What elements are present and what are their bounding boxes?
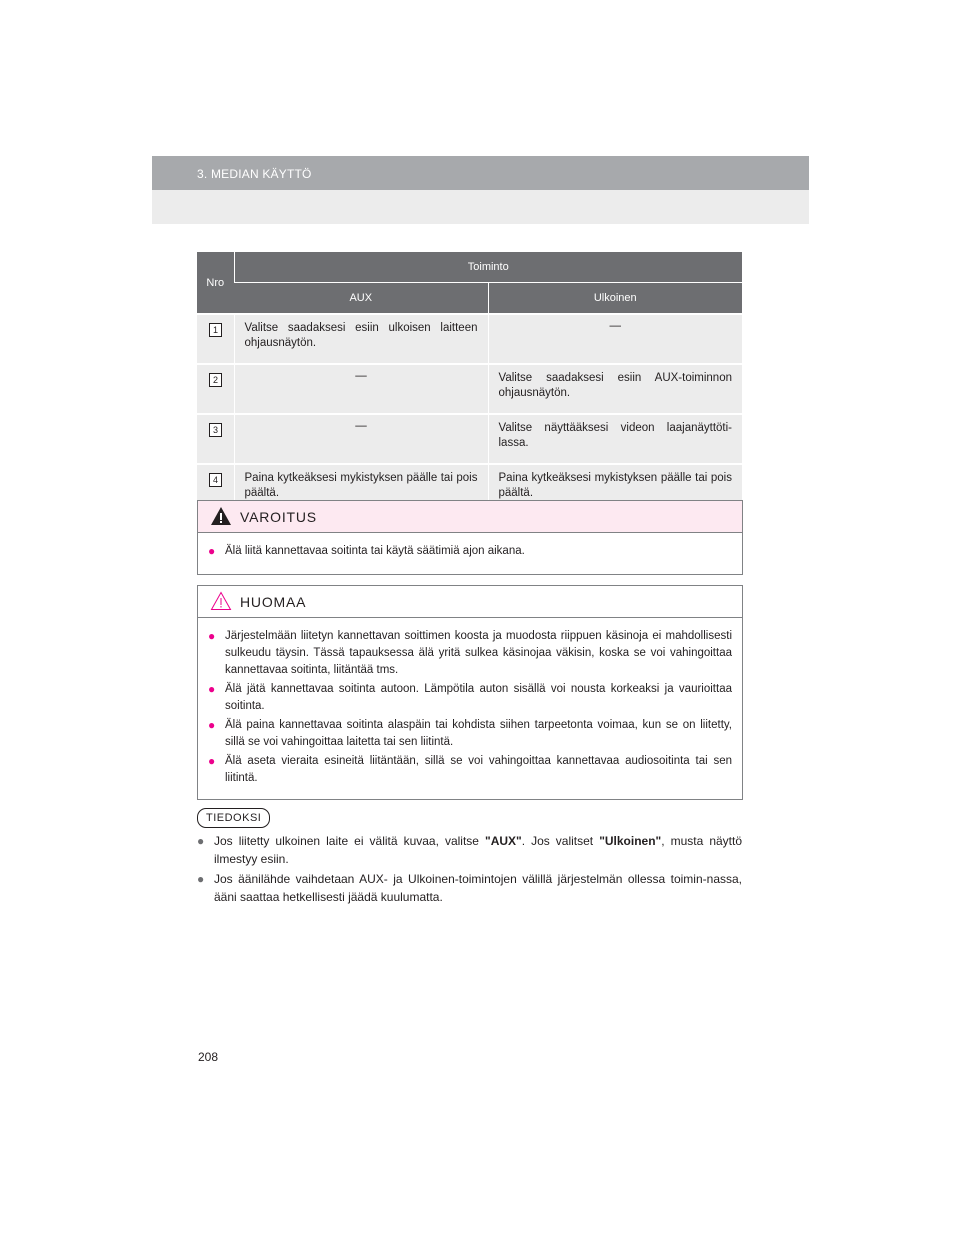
row-number: 2: [209, 373, 222, 387]
list-item: [208, 628, 732, 679]
cell-ulkoinen: Valitse näyttääksesi videon laajanäyttöti-lassa.: [488, 414, 742, 464]
col-header-toiminto: Toiminto: [234, 252, 742, 283]
col-header-aux: AUX: [234, 283, 488, 315]
list-item: [208, 543, 732, 560]
bullet-icon: ●: [208, 718, 216, 732]
notice-text: Järjestelmään liitetyn kannettavan soittimen koosta ja muodosta riippuen käsinoja ei mahdollisesti sulkeudu täysin. Tässä tapauksessa älä yritä sulkea käsinojaa väkisin, koska se voi vahingoittaa kannettavaa soitinta, liitäntää tms.: [225, 630, 732, 676]
cell-aux: —: [234, 364, 488, 414]
notice-text: Älä jätä kannettavaa soitinta autoon. Lämpötila auton sisällä voi nousta korkeaksi ja vaurioittaa soitinta.: [225, 683, 732, 712]
list-item: [208, 717, 732, 751]
note-bold-ulkoinen: "Ulkoinen": [599, 834, 662, 848]
notice-text: Älä aseta vieraita esineitä liitäntään, sillä se voi vahingoittaa kannettavaa audiosoitinta tai sen liitintä.: [225, 755, 732, 784]
cell-aux: Valitse saadaksesi esiin ulkoisen laitteen ohjausnäytön.: [234, 314, 488, 364]
list-item: [197, 832, 742, 868]
cell-ulkoinen: Paina kytkeäksesi mykistyksen päälle tai pois päältä.: [488, 464, 742, 513]
note-text: , musta näyttö ilmestyy esiin.: [214, 834, 743, 866]
caution-triangle-icon: [210, 591, 232, 616]
cell-aux: Paina kytkeäksesi mykistyksen päälle tai pois päältä.: [234, 464, 488, 513]
section-header-subbar: [152, 190, 809, 224]
table-row: [197, 314, 742, 364]
info-notes: [197, 832, 742, 908]
notice-text: Älä paina kannettavaa soitinta alaspäin tai kohdista siihen tarpeetonta voimaa, kun se on liitetty, sillä se voi vahingoittaa laitetta tai sen liitintä.: [225, 719, 732, 748]
warning-triangle-icon: [210, 506, 232, 531]
row-number: 3: [209, 423, 222, 437]
notice-header: [198, 586, 742, 618]
warning-text: Älä liitä kannettavaa soitinta tai käytä säätimiä ajon aikana.: [225, 545, 525, 557]
cell-aux: —: [234, 414, 488, 464]
note-text: Jos liitetty ulkoinen laite ei välitä kuvaa, valitse: [214, 834, 486, 848]
bullet-icon: ●: [197, 872, 205, 886]
col-header-nro: Nro: [197, 252, 234, 314]
table-row: [197, 414, 742, 464]
list-item: [208, 681, 732, 715]
row-number: 4: [209, 473, 222, 487]
cell-ulkoinen: —: [488, 314, 742, 364]
page-number: 208: [198, 1050, 219, 1064]
note-text: . Jos valitset: [521, 834, 600, 848]
table-row: [197, 364, 742, 414]
bullet-icon: ●: [208, 682, 216, 696]
function-table: [197, 252, 742, 513]
warning-title: VAROITUS: [240, 509, 317, 525]
bullet-icon: ●: [197, 834, 205, 848]
notice-title: HUOMAA: [240, 594, 307, 610]
col-header-ulkoinen: Ulkoinen: [488, 283, 742, 315]
bullet-icon: ●: [208, 754, 216, 768]
section-title: 3. MEDIAN KÄYTTÖ: [197, 167, 312, 181]
list-item: [208, 753, 732, 787]
note-bold-aux: "AUX": [485, 834, 522, 848]
notice-box: [197, 585, 743, 800]
info-label: TIEDOKSI: [197, 808, 270, 828]
warning-header: [198, 501, 742, 533]
bullet-icon: ●: [208, 629, 216, 643]
cell-ulkoinen: Valitse saadaksesi esiin AUX-toiminnon ohjausnäytön.: [488, 364, 742, 414]
list-item: [197, 870, 742, 906]
row-number: 1: [209, 323, 222, 337]
note-text: Jos äänilähde vaihdetaan AUX- ja Ulkoinen-toimintojen välillä järjestelmän ollessa toimin-nassa, ääni saattaa hetkellisesti jäädä kuulumatta.: [214, 872, 742, 904]
bullet-icon: ●: [208, 544, 216, 558]
warning-box: [197, 500, 743, 575]
